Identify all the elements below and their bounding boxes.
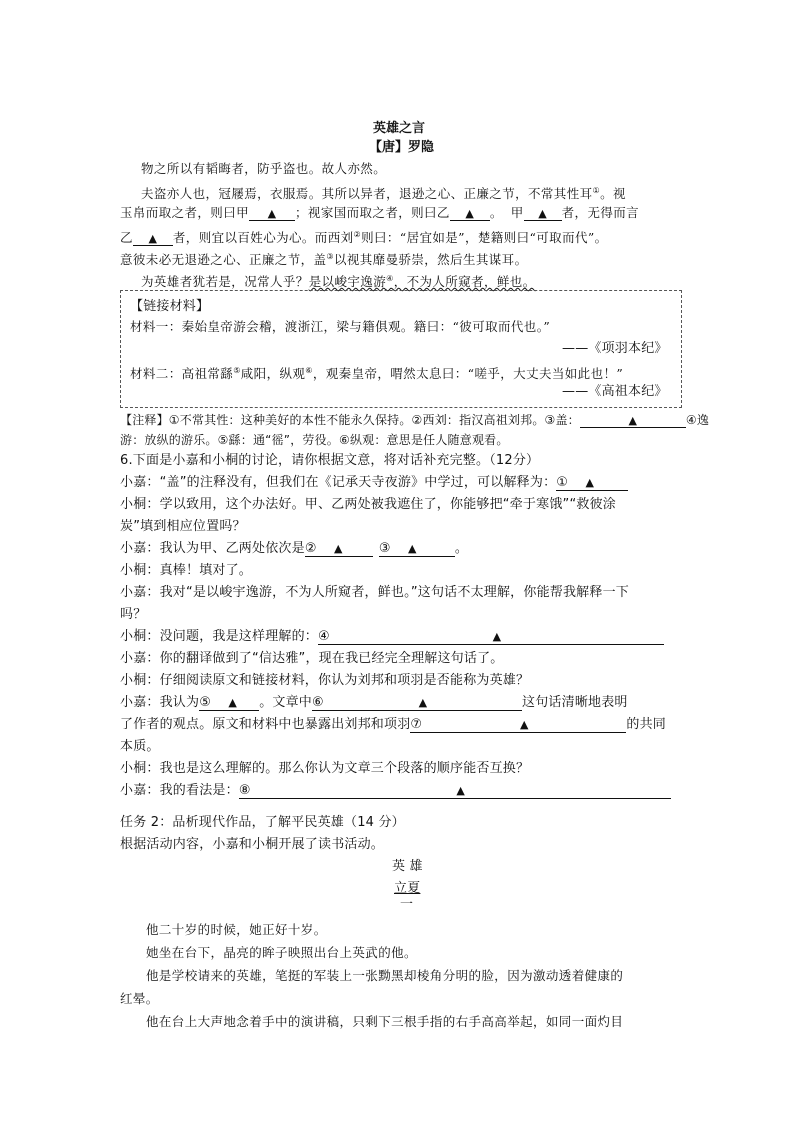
- link-material-1-source: ——《项羽本纪》: [562, 341, 668, 356]
- dialogue-line: 了作者的观点。原文和材料中也暴露出刘邦和项羽 ⑦ ▲ 的共同: [120, 717, 667, 732]
- note-ref: ③: [326, 252, 334, 261]
- blank-yi[interactable]: ▲: [450, 206, 490, 221]
- blank-jia[interactable]: ▲: [249, 206, 295, 221]
- link-material-1: 材料一：秦始皇帝游会稽，渡浙江，梁与籍俱观。籍曰：“彼可取而代也。”: [130, 319, 551, 334]
- answer-blank-5[interactable]: ⑤ ▲: [199, 696, 259, 711]
- dialogue-line: 小嘉：我对“是以峻宇逸游，不为人所窥者，鲜也。”这句话不太理解，你能帮我解释一下: [120, 585, 629, 600]
- story-paragraph: 她坐在台下，晶亮的眸子映照出台上英武的他。: [146, 945, 417, 960]
- blank-yi-2[interactable]: ▲: [133, 231, 173, 246]
- dialogue-line: 小桐：学以致用，这个办法好。甲、乙两处被我遮住了，你能够把“牵于寒饿”“救彼涂: [120, 497, 617, 512]
- dialogue-line: 吗？: [120, 607, 147, 622]
- answer-blank-4[interactable]: ④ ▲: [318, 630, 664, 645]
- dialogue-line: 小桐：没问题，我是这样理解的： ④ ▲: [120, 628, 664, 646]
- wavy-underlined-sentence: 是以峻宇逸游④，不为人所窥者，鲜也。: [308, 274, 536, 290]
- poem-line: 玉帛而取之者，则曰甲 ▲ ；视家国而取之者，则曰乙 ▲ 。 甲 ▲ 者，无得而言: [120, 205, 640, 220]
- answer-blank-3[interactable]: ③ ▲: [379, 542, 455, 557]
- dialogue-line: 小桐：仔细阅读原文和链接材料，你认为刘邦和项羽是否能称为英雄？: [120, 673, 530, 688]
- task-2-title: 任务 2：品析现代作品，了解平民英雄（14 分）: [120, 815, 405, 830]
- answer-blank-1[interactable]: ① ▲: [556, 476, 628, 491]
- notes-line: 【注释】①不常其性：这种美好的本性不能永久保持。②西刘：指汉高祖刘邦。③盖： ▲ ④逸: [120, 413, 710, 427]
- dialogue-line: 小嘉：我认为⑤ ▲ 。文章中 ⑥ ▲ 这句话清晰地表明: [120, 695, 628, 710]
- story-section-number: 一: [400, 897, 414, 912]
- poem-line: 物之所以有韬晦者，防乎盗也。故人亦然。: [141, 161, 387, 176]
- notes-line: 游：放纵的游乐。⑤繇：通“徭”，劳役。⑥纵观：意思是任人随意观看。: [120, 433, 509, 447]
- poem-line: 为英雄者犹若是，况常人乎？是以峻宇逸游④，不为人所窥者，鲜也。: [141, 274, 536, 290]
- dialogue-line: 小嘉：我认为甲、乙两处依次是② ▲ ③ ▲ 。: [120, 541, 469, 556]
- answer-blank-2[interactable]: ② ▲: [305, 542, 373, 557]
- dialogue-line: 小嘉：我的看法是： ⑧ ▲: [120, 782, 671, 800]
- note-ref: ②: [353, 230, 362, 239]
- poem-line: 夫盗亦人也，冠屦焉，衣服焉。其所以异者，退逊之心、正廉之节，不常其性耳①。视: [141, 186, 626, 202]
- poem-author: 【唐】罗隐: [369, 140, 435, 155]
- story-paragraph: 红晕。: [120, 991, 159, 1006]
- blank-note-gai[interactable]: ▲: [580, 413, 686, 428]
- link-material-2: 材料二：高祖常繇⑤咸阳，纵观⑥，观秦皇帝，喟然太息曰：“嗟乎，大丈夫当如此也！”: [130, 366, 624, 382]
- dialogue-line: 小嘉：你的翻译做到了“信达雅”，现在我已经完全理解这句话了。: [120, 651, 504, 666]
- task-2-intro: 根据活动内容，小嘉和小桐开展了读书活动。: [120, 837, 385, 852]
- answer-blank-6[interactable]: ⑥ ▲: [312, 696, 522, 711]
- dialogue-line: 本质。: [120, 739, 160, 754]
- dialogue-line: 小嘉：“盖”的注释没有，但我们在《记承天寺夜游》中学过，可以解释为：① ▲: [120, 474, 628, 492]
- story-title: 英 雄: [392, 859, 423, 874]
- dialogue-line: 小桐：我也是这么理解的。那么你认为文章三个段落的顺序能否互换？: [120, 761, 530, 776]
- poem-line: 意彼未必无退逊之心、正廉之节，盖③以视其靡曼骄崇，然后生其谋耳。: [120, 252, 528, 268]
- link-material-2-source: ——《高祖本纪》: [562, 384, 668, 399]
- answer-blank-8[interactable]: ⑧ ▲: [239, 784, 671, 799]
- poem-title: 英雄之言: [373, 121, 426, 136]
- story-author: 立夏: [394, 881, 421, 896]
- blank-jia-2[interactable]: ▲: [524, 206, 562, 221]
- story-paragraph: 他在台上大声地念着手中的演讲稿，只剩下三根手指的右手高高举起，如同一面灼目: [146, 1014, 624, 1029]
- story-paragraph: 他是学校请来的英雄，笔挺的军装上一张黝黑却棱角分明的脸，因为激动透着健康的: [146, 968, 624, 983]
- dialogue-line: 炭”填到相应位置吗？: [120, 519, 246, 534]
- story-paragraph: 他二十岁的时候，她正好十岁。: [146, 922, 327, 937]
- poem-line: 乙 ▲ 者，则宜以百姓心为心。而西刘②则曰：“居宜如是”，楚籍则曰“可取而代”。: [120, 230, 608, 246]
- link-heading: 【链接材料】: [130, 299, 210, 314]
- dialogue-line: 小桐：真棒！填对了。: [120, 563, 253, 578]
- answer-blank-7[interactable]: ⑦ ▲: [410, 718, 626, 733]
- note-ref: ①: [592, 186, 601, 195]
- question-6-title: 6.下面是小嘉和小桐的讨论，请你根据文意，将对话补充完整。（12分）: [120, 453, 540, 468]
